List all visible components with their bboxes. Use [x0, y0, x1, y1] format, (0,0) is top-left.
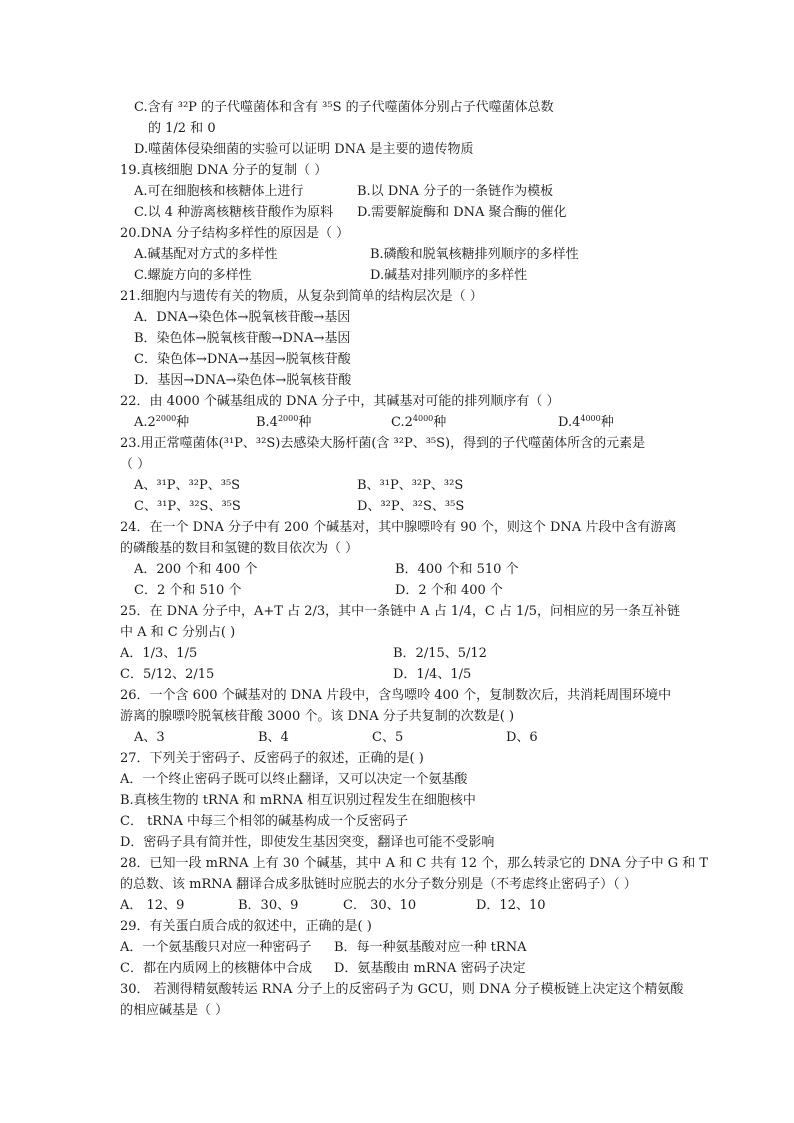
q29-option-c: C．都在内质网上的核糖体中合成 — [120, 961, 312, 976]
q26-stem-line2: 游离的腺嘌呤脱氧核苷酸 3000 个。该 DNA 分子共复制的次数是( ) — [120, 709, 515, 724]
q26-option-b: B、4 — [258, 730, 289, 745]
q19-option-d: D.需要解旋酶和 DNA 聚合酶的催化 — [357, 205, 567, 220]
q29-stem: 29．有关蛋白质合成的叙述中，正确的是( ) — [120, 919, 372, 934]
q19-stem: 19.真核细胞 DNA 分子的复制（ ） — [120, 163, 328, 178]
q22-stem: 22．由 4000 个碱基组成的 DNA 分子中，其碱基对可能的排列顺序有（ ） — [120, 394, 560, 409]
q29-option-a: A．一个氨基酸只对应一种密码子 — [120, 940, 312, 955]
q28-stem-line2: 的总数、该 mRNA 翻译合成多肽链时应脱去的水分子数分别是（不考虑终止密码子）（ ） — [120, 877, 637, 892]
q26-option-a: A、3 — [134, 730, 165, 745]
q18-option-d: D.噬菌体侵染细菌的实验可以证明 DNA 是主要的遗传物质 — [134, 142, 474, 157]
q24-stem-line2: 的磷酸基的数目和氢键的数目依次为（ ） — [120, 541, 359, 556]
q28-option-b: B．30、9 — [238, 898, 299, 913]
q19-option-c: C.以 4 种游离核糖核苷酸作为原料 — [134, 205, 334, 220]
q20-option-d: D.碱基对排列顺序的多样性 — [370, 268, 528, 283]
q25-stem-line2: 中 A 和 C 分别占( ) — [120, 625, 236, 640]
q25-option-c: C．5/12、2/15 — [120, 667, 215, 682]
q21-option-c: C．染色体→DNA→基因→脱氧核苷酸 — [134, 352, 351, 367]
q28-option-c: C． 30、10 — [343, 898, 417, 913]
q21-stem: 21.细胞内与遗传有关的物质，从复杂到简单的结构层次是（ ） — [120, 289, 483, 304]
q28-option-d: D．12、10 — [476, 898, 546, 913]
q25-option-d: D．1/4、1/5 — [393, 667, 472, 682]
q18-option-c-line2: 的 1/2 和 0 — [148, 121, 216, 136]
q29-option-b: B．每一种氨基酸对应一种 tRNA — [334, 940, 527, 955]
q24-option-d: D．2 个和 400 个 — [395, 583, 503, 598]
q18-option-c-line1: C.含有 ³²P 的子代噬菌体和含有 ³⁵S 的子代噬菌体分别占子代噬菌体总数 — [134, 100, 554, 115]
q22-option-a: $A.2^{2000}$种 — [134, 414, 190, 430]
q20-option-c: C.螺旋方向的多样性 — [134, 268, 252, 283]
q30-stem-line2: 的相应碱基是（ ） — [120, 1003, 229, 1018]
q22-option-b: $B.4^{2000}$种 — [256, 414, 312, 430]
q23-option-a: A、³¹P、³²P、³⁵S — [134, 478, 241, 493]
q27-option-d: D．密码子具有简并性，即使发生基因突变，翻译也可能不受影响 — [120, 835, 495, 850]
q24-option-b: B．400 个和 510 个 — [395, 562, 519, 577]
q24-option-c: C．2 个和 510 个 — [134, 583, 242, 598]
q20-option-a: A.碱基配对方式的多样性 — [134, 247, 278, 262]
q30-stem: 30． 若测得精氨酸转运 RNA 分子上的反密码子为 GCU，则 DNA 分子模板链上决定这个精氨酸 — [120, 982, 684, 997]
q19-option-b: B.以 DNA 分子的一条链作为模板 — [357, 184, 554, 199]
q28-stem: 28．已知一段 mRNA 上有 30 个碱基，其中 A 和 C 共有 12 个，那么转录它的 DNA 分子中 G 和 T — [120, 856, 709, 871]
q26-stem: 26．一个含 600 个碱基对的 DNA 片段中，含鸟嘌呤 400 个，复制数次后，共消耗周围环境中 — [120, 688, 672, 703]
q23-option-b: B、³¹P、³²P、³²S — [357, 478, 464, 493]
q21-option-d: D．基因→DNA→染色体→脱氧核苷酸 — [134, 373, 352, 388]
q25-option-a: A．1/3、1/5 — [120, 646, 198, 661]
q25-stem: 25．在 DNA 分子中，A+T 占 2/3，其中一条链中 A 占 1/4，C 占 1/5，问相应的另一条互补链 — [120, 604, 680, 619]
q26-option-c: C、5 — [372, 730, 404, 745]
q27-stem: 27．下列关于密码子、反密码子的叙述，正确的是( ) — [120, 751, 424, 766]
q21-option-b: B．染色体→脱氧核苷酸→DNA→基因 — [134, 331, 351, 346]
q27-option-c: C． tRNA 中每三个相邻的碱基构成一个反密码子 — [120, 814, 408, 829]
q20-stem: 20.DNA 分子结构多样性的原因是（ ） — [120, 226, 350, 241]
q20-option-b: B.磷酸和脱氧核糖排列顺序的多样性 — [370, 247, 579, 262]
q19-option-a: A.可在细胞核和核糖体上进行 — [134, 184, 304, 199]
q22-option-d: $D.4^{4000}$种 — [558, 414, 614, 430]
q25-option-b: B．2/15、5/12 — [393, 646, 487, 661]
q26-option-d: D、6 — [506, 730, 538, 745]
q23-stem: 23.用正常噬菌体(³¹P、³²S)去感染大肠杆菌(含 ³²P、³⁵S)，得到的子代噬菌体所含的元素是 — [120, 436, 646, 451]
q27-option-b: B.真核生物的 tRNA 和 mRNA 相互识别过程发生在细胞核中 — [120, 793, 476, 808]
q23-option-c: C、³¹P、³²S、³⁵S — [134, 499, 241, 514]
q27-option-a: A．一个终止密码子既可以终止翻译，又可以决定一个氨基酸 — [120, 772, 468, 787]
q29-option-d: D．氨基酸由 mRNA 密码子决定 — [334, 961, 526, 976]
q23-option-d: D、³²P、³²S、³⁵S — [357, 499, 465, 514]
q28-option-a: A． 12、9 — [120, 898, 185, 913]
q24-option-a: A．200 个和 400 个 — [134, 562, 258, 577]
q21-option-a: A．DNA→染色体→脱氧核苷酸→基因 — [134, 310, 351, 325]
q24-stem: 24．在一个 DNA 分子中有 200 个碱基对，其中腺嘌呤有 90 个，则这个 DNA 片段中含有游离 — [120, 520, 677, 535]
q22-option-c: $C.2^{4000}$种 — [391, 414, 447, 430]
q23-stem-line2: （ ） — [120, 457, 151, 472]
